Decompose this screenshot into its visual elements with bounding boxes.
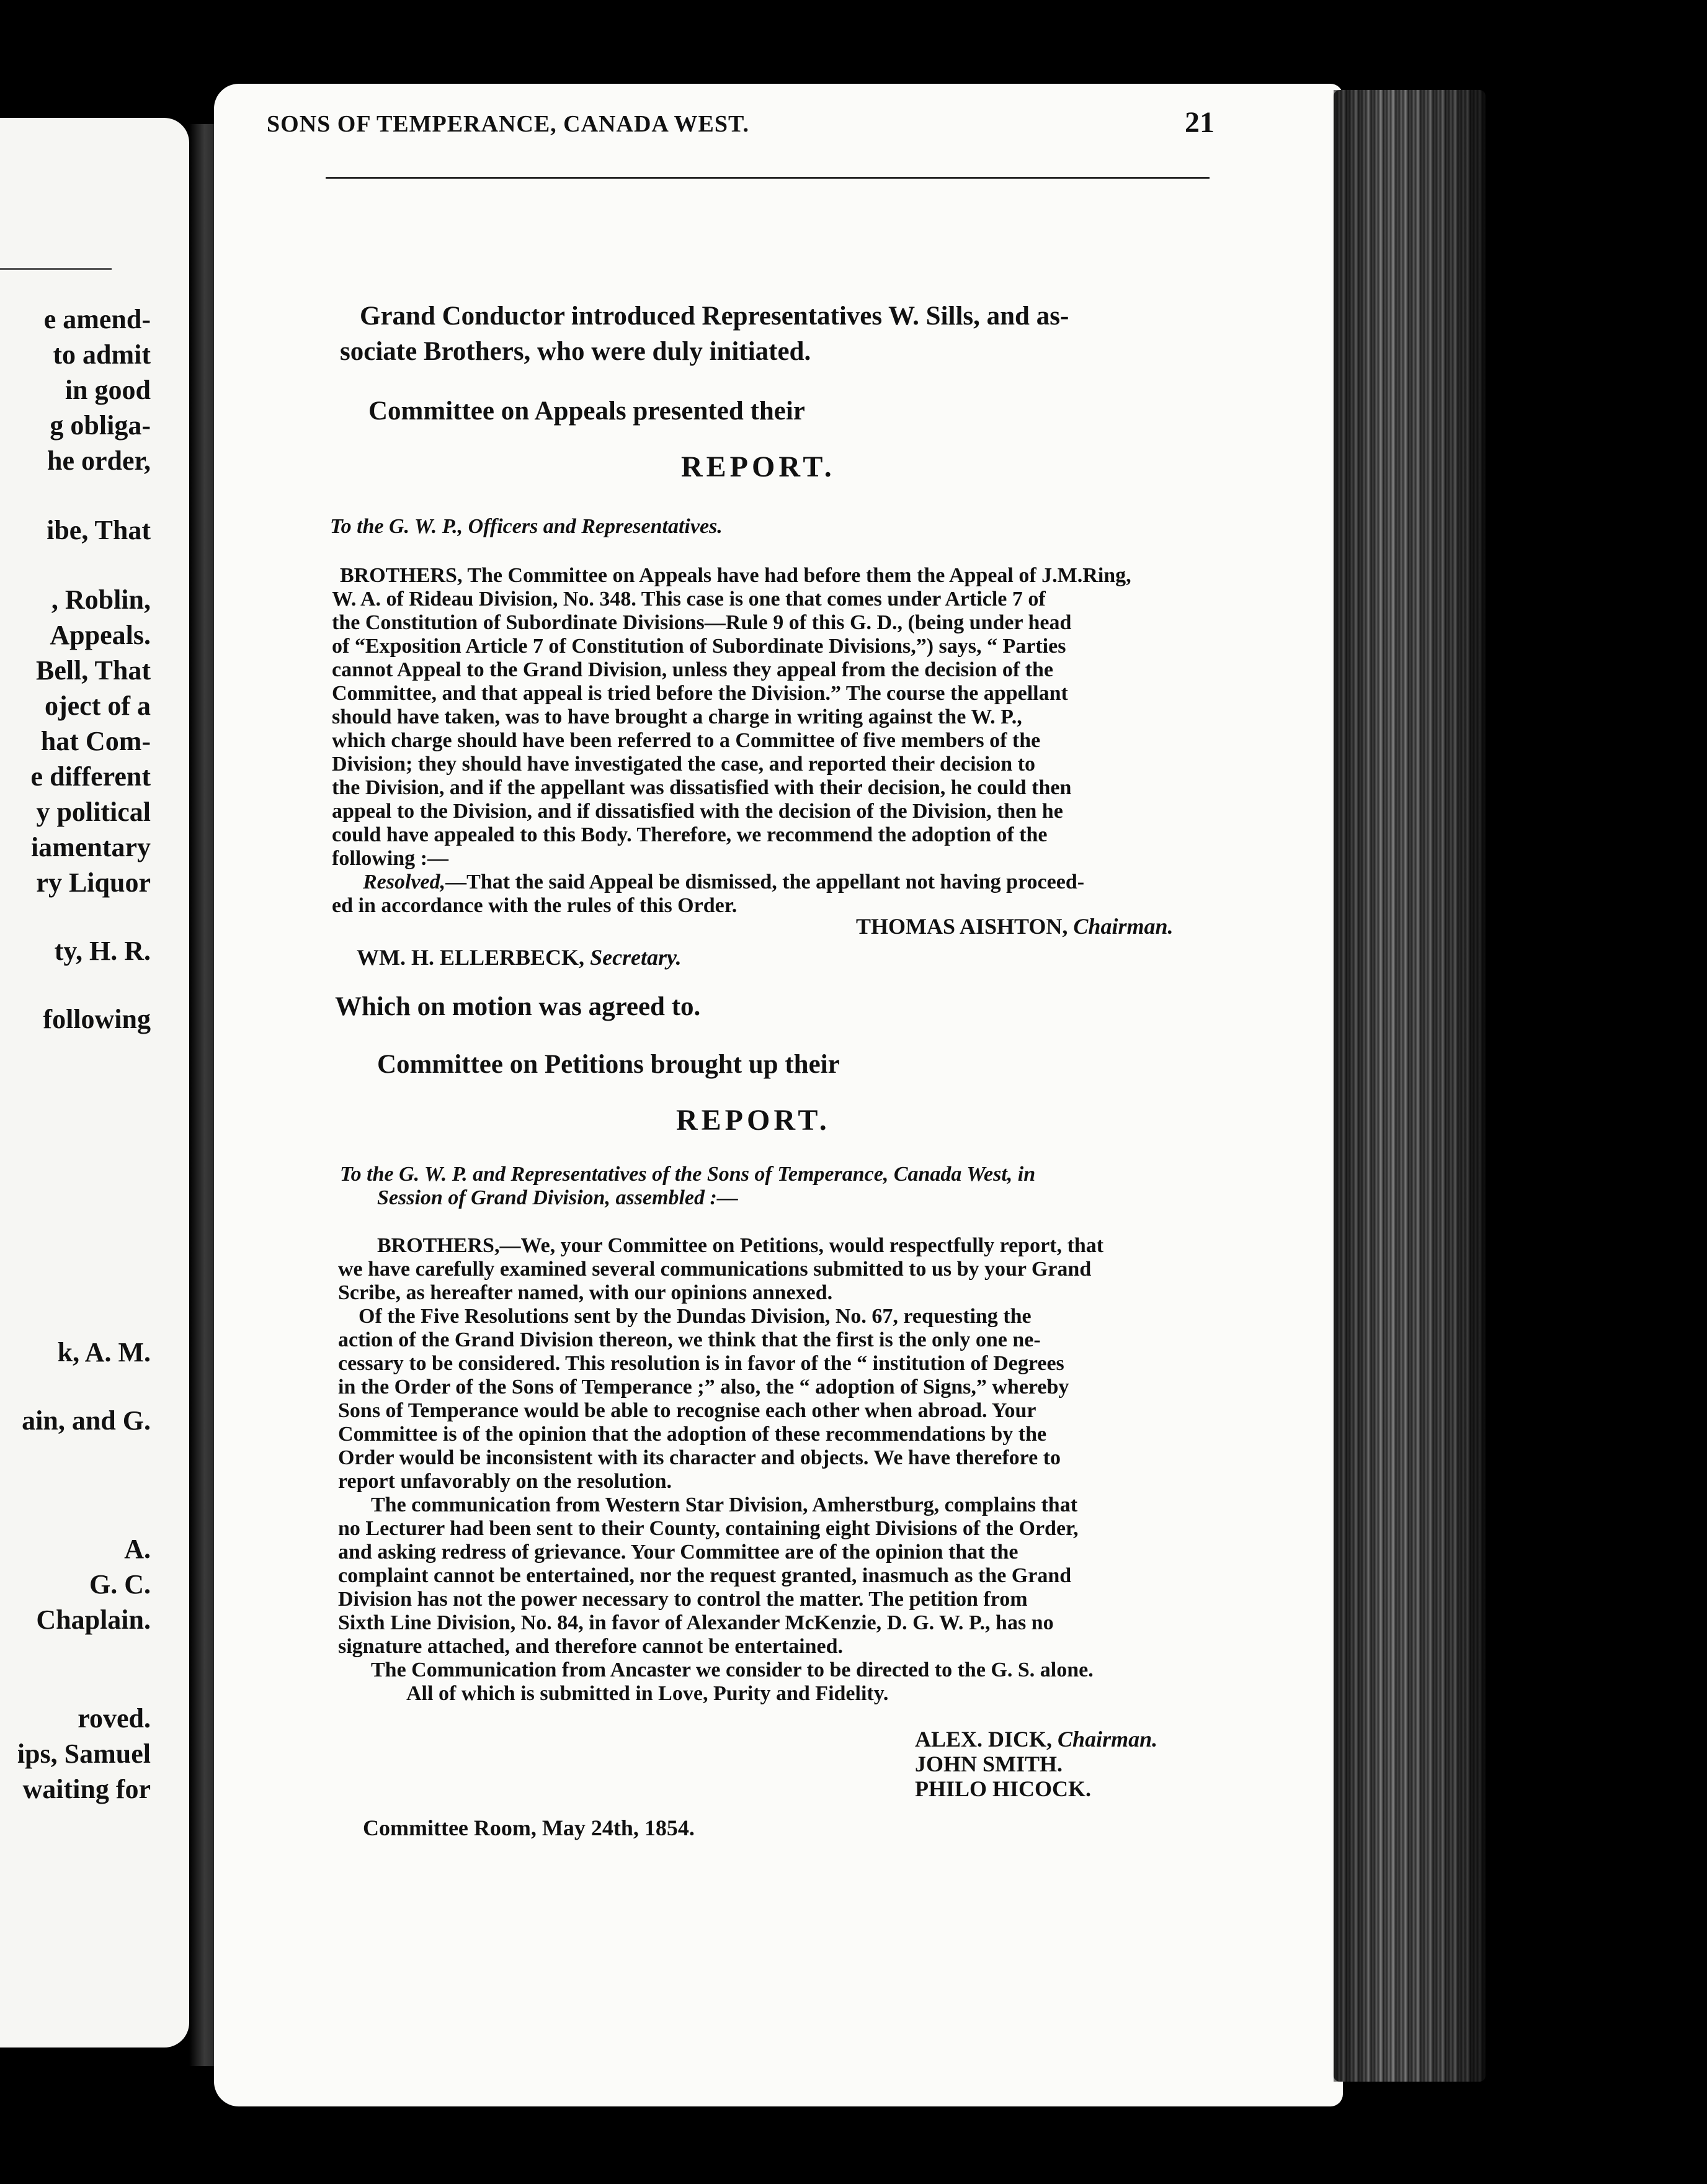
appeals-text-line: the Constitution of Subordinate Divisions—Rule 9 of this G. D., (being under head	[332, 611, 1072, 634]
facing-page-line: hat Com-	[40, 726, 151, 756]
facing-page-line: e different	[30, 761, 151, 792]
book-edge-shadow	[1334, 90, 1486, 2082]
petitions-report-heading: REPORT.	[676, 1104, 831, 1137]
petitions-address: Session of Grand Division, assembled :—	[377, 1186, 738, 1209]
facing-page-line: to admit	[53, 339, 151, 370]
appeals-text-line: W. A. of Rideau Division, No. 348. This case is one that comes under Article 7 of	[332, 588, 1046, 611]
facing-page-line: Appeals.	[50, 620, 151, 650]
appeals-text-line: following :—	[332, 847, 448, 870]
facing-page-line: , Roblin,	[51, 584, 151, 615]
chairman-title: Chairman.	[1073, 914, 1174, 939]
petitions-text-line: in the Order of the Sons of Temperance ;” also, the “ adoption of Signs,” whereby	[338, 1376, 1069, 1399]
resolution-text: —That the said Appeal be dismissed, the appellant not having proceed-	[445, 870, 1085, 893]
facing-page-line: y political	[36, 797, 151, 827]
facing-page-line: waiting for	[22, 1774, 151, 1804]
petitions-text-line: BROTHERS,—We, your Committee on Petitions, would respectfully report, that	[377, 1234, 1104, 1257]
appeals-address: To the G. W. P., Officers and Representatives.	[330, 515, 723, 538]
facing-page-line: ty, H. R.	[54, 936, 151, 966]
resolution-line-2: ed in accordance with the rules of this Order.	[332, 894, 738, 917]
facing-page-line: Chaplain.	[36, 1604, 151, 1635]
petitions-signer	[915, 1751, 1063, 1777]
facing-page-rule	[0, 268, 112, 270]
petitions-address: To the G. W. P. and Representatives of the Sons of Temperance, Canada West, in	[340, 1163, 1036, 1186]
appeals-text-line: BROTHERS, The Committee on Appeals have had before them the Appeal of J.M.Ring,	[340, 564, 1131, 587]
motion-agreed: Which on motion was agreed to.	[335, 992, 701, 1021]
petitions-text-line: Sixth Line Division, No. 84, in favor of Alexander McKenzie, D. G. W. P., has no	[338, 1611, 1054, 1634]
petitions-signer	[915, 1726, 1157, 1752]
appeals-text-line: appeal to the Division, and if dissatisfied with the decision of the Division, then he	[332, 800, 1063, 823]
facing-page-line: iamentary	[30, 832, 151, 862]
petitions-text-line: The communication from Western Star Division, Amherstburg, complains that	[371, 1493, 1078, 1516]
facing-page-line: he order,	[47, 445, 151, 476]
petitions-text-line: signature attached, and therefore cannot be entertained.	[338, 1635, 844, 1658]
petitions-signer	[915, 1776, 1091, 1802]
signer-name: JOHN SMITH.	[915, 1752, 1063, 1776]
appeals-chairman-signature	[856, 913, 1174, 939]
header-rule	[326, 177, 1210, 179]
petitions-text-line: Order would be inconsistent with its character and objects. We have therefore to	[338, 1446, 1061, 1469]
petitions-text-line: we have carefully examined several communications submitted to us by your Grand	[338, 1258, 1092, 1281]
facing-page-line: A.	[124, 1534, 151, 1564]
petitions-text-line: Scribe, as hereafter named, with our opinions annexed.	[338, 1281, 833, 1304]
petitions-text-line: report unfavorably on the resolution.	[338, 1470, 672, 1493]
petitions-text-line: complaint cannot be entertained, nor the request granted, inasmuch as the Grand	[338, 1564, 1072, 1587]
facing-page-line: g obliga-	[50, 410, 151, 441]
facing-page-line: ips, Samuel	[17, 1739, 151, 1769]
facing-page-line: ry Liquor	[36, 867, 151, 898]
appeals-text-line: Division; they should have investigated the case, and reported their decision to	[332, 753, 1035, 776]
signer-title: Chairman.	[1058, 1727, 1158, 1752]
signer-name: PHILO HICOCK.	[915, 1776, 1092, 1801]
facing-page-line: G. C.	[89, 1569, 151, 1600]
appeals-report-heading: REPORT.	[681, 450, 836, 483]
petitions-text-line: All of which is submitted in Love, Purity and Fidelity.	[406, 1682, 889, 1705]
secretary-name: WM. H. ELLERBECK,	[357, 945, 585, 970]
facing-page-line: following	[43, 1004, 151, 1034]
petitions-intro: Committee on Petitions brought up their	[377, 1050, 840, 1079]
facing-page-line: ibe, That	[47, 515, 151, 545]
petitions-text-line: Division has not the power necessary to control the matter. The petition from	[338, 1588, 1028, 1611]
intro-line: Grand Conductor introduced Representatives W. Sills, and as-	[360, 302, 1069, 331]
petitions-text-line: Of the Five Resolutions sent by the Dundas Division, No. 67, requesting the	[359, 1305, 1032, 1328]
appeals-secretary-signature	[357, 944, 682, 970]
facing-page-line: roved.	[78, 1703, 151, 1734]
dateline: Committee Room, May 24th, 1854.	[363, 1815, 695, 1840]
facing-page-line: in good	[65, 375, 151, 405]
petitions-text-line: and asking redress of grievance. Your Committee are of the opinion that the	[338, 1541, 1018, 1564]
appeals-text-line: cannot Appeal to the Grand Division, unless they appeal from the decision of the	[332, 658, 1054, 681]
resolved-word: Resolved,	[363, 870, 446, 893]
chairman-name: THOMAS AISHTON,	[856, 914, 1068, 939]
page-header	[267, 106, 1234, 148]
petitions-text-line: Committee is of the opinion that the adoption of these recommendations by the	[338, 1423, 1047, 1446]
facing-page-line: k, A. M.	[57, 1337, 151, 1367]
running-head: SONS OF TEMPERANCE, CANADA WEST.	[267, 111, 750, 137]
intro-line: sociate Brothers, who were duly initiated.	[340, 337, 811, 366]
facing-page	[0, 118, 189, 2048]
appeals-text-line: the Division, and if the appellant was dissatisfied with their decision, he could then	[332, 776, 1072, 799]
page-number: 21	[1185, 106, 1215, 139]
appeals-text-line: could have appealed to this Body. Therefore, we recommend the adoption of the	[332, 823, 1048, 846]
facing-page-line: Bell, That	[35, 655, 151, 686]
petitions-text-line: no Lecturer had been sent to their County, containing eight Divisions of the Order,	[338, 1517, 1079, 1540]
facing-page-line: e amend-	[43, 304, 151, 334]
appeals-text-line: should have taken, was to have brought a charge in writing against the W. P.,	[332, 705, 1022, 728]
facing-page-line: oject of a	[44, 691, 151, 721]
appeals-text-line: Committee, and that appeal is tried before the Division.” The course the appellant	[332, 682, 1068, 705]
appeals-intro: Committee on Appeals presented their	[368, 396, 805, 426]
petitions-text-line: action of the Grand Division thereon, we think that the first is the only one ne-	[338, 1328, 1041, 1351]
petitions-text-line: The Communication from Ancaster we consider to be directed to the G. S. alone.	[371, 1658, 1094, 1681]
secretary-title: Secretary.	[590, 945, 682, 970]
signer-name: ALEX. DICK,	[915, 1727, 1053, 1752]
facing-page-line: ain, and G.	[22, 1405, 151, 1436]
appeals-text-line: which charge should have been referred to a Committee of five members of the	[332, 729, 1041, 752]
petitions-text-line: Sons of Temperance would be able to recognise each other when abroad. Your	[338, 1399, 1036, 1422]
resolution-line	[363, 870, 1084, 895]
appeals-text-line: of “Exposition Article 7 of Constitution of Subordinate Divisions,”) says, “ Parties	[332, 635, 1066, 658]
petitions-text-line: cessary to be considered. This resolution is in favor of the “ institution of Degrees	[338, 1352, 1064, 1375]
main-page	[214, 84, 1343, 2106]
